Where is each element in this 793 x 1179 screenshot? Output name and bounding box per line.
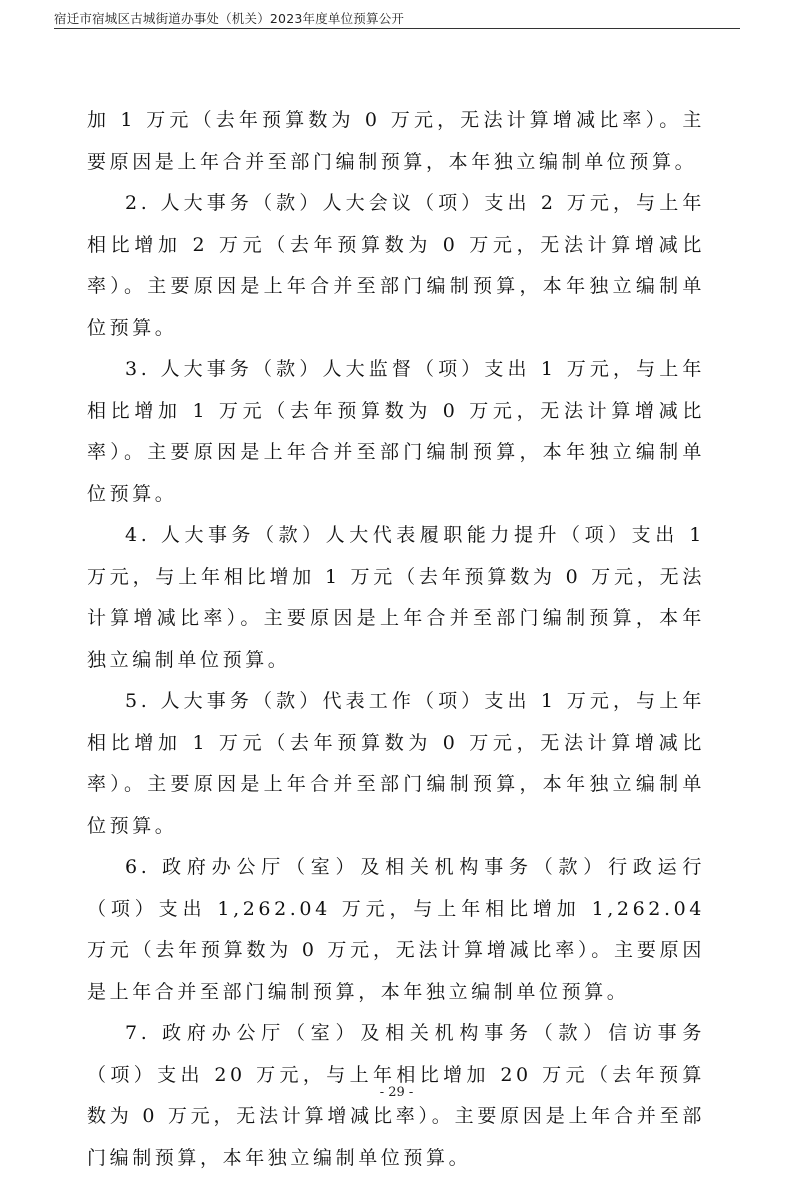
page-header [54,6,740,29]
paragraph-item-7: 7. 政府办公厅（室）及相关机构事务（款）信访事务（项）支出 20 万元，与上年相比增加 20 万元（去年预算数为 0 万元，无法计算增减比率）。主要原因是上年合并至部门编制预算，本年独立编制单位预算。 [87,1022,705,1169]
paragraph-item-4: 4. 人大事务（款）人大代表履职能力提升（项）支出 1 万元，与上年相比增加 1 万元（去年预算数为 0 万元，无法计算增减比率）。主要原因是上年合并至部门编制预算，本年独立编制单位预算。 [87,524,705,671]
page-number: - 29 - [379,1085,414,1100]
paragraph-continuation: 加 1 万元（去年预算数为 0 万元，无法计算增减比率）。主要原因是上年合并至部门编制预算，本年独立编制单位预算。 [87,109,705,173]
paragraph-item-6: 6. 政府办公厅（室）及相关机构事务（款）行政运行（项）支出 1,262.04 万元，与上年相比增加 1,262.04 万元（去年预算数为 0 万元，无法计算增减比率）。主要原因是上年合并至部门编制预算，本年独立编制单位预算。 [87,856,705,1003]
document-title: 宿迁市宿城区古城街道办事处（机关）2023年度单位预算公开 [54,11,405,26]
paragraph-item-5: 5. 人大事务（款）代表工作（项）支出 1 万元，与上年相比增加 1 万元（去年预算数为 0 万元，无法计算增减比率）。主要原因是上年合并至部门编制预算，本年独立编制单位预算。 [87,690,705,837]
paragraph-item-2: 2. 人大事务（款）人大会议（项）支出 2 万元，与上年相比增加 2 万元（去年预算数为 0 万元，无法计算增减比率）。主要原因是上年合并至部门编制预算，本年独立编制单位预算。 [87,192,705,339]
paragraph-item-3: 3. 人大事务（款）人大监督（项）支出 1 万元，与上年相比增加 1 万元（去年预算数为 0 万元，无法计算增减比率）。主要原因是上年合并至部门编制预算，本年独立编制单位预算。 [87,358,705,505]
document-body [87,100,705,1179]
